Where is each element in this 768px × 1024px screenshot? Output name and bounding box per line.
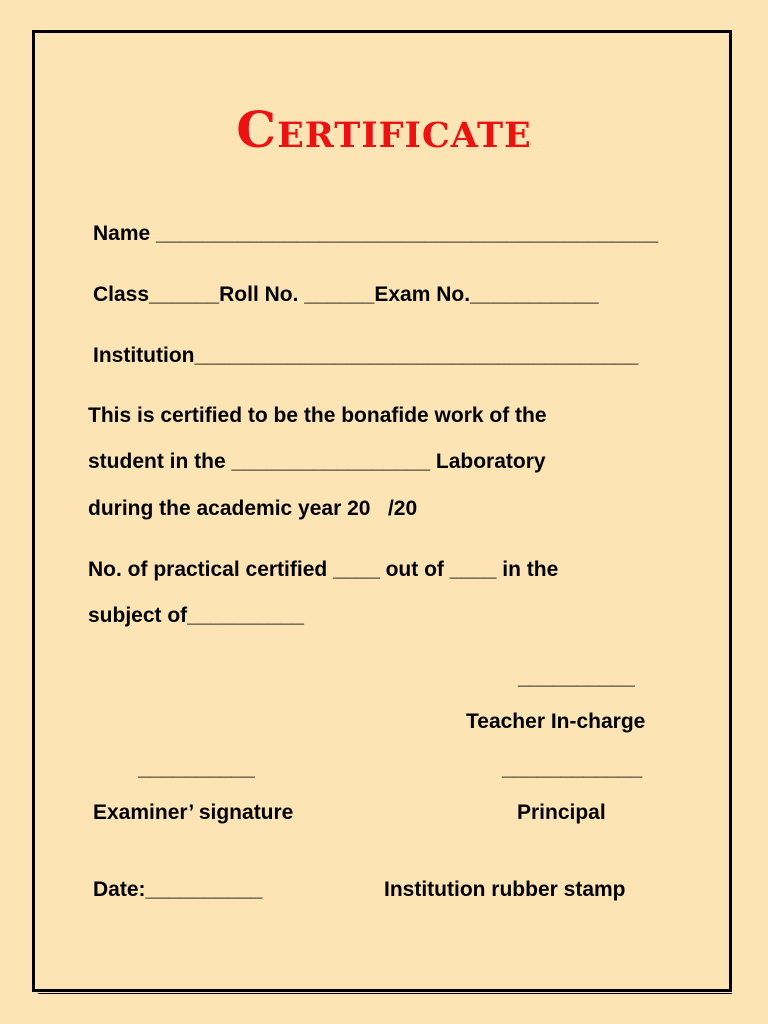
class-roll-exam-field: Class______Roll No. ______Exam No.___________ [93,283,599,306]
certification-text-line-2: student in the _________________ Laboratory [88,450,546,473]
teacher-in-charge-label: Teacher In-charge [466,710,646,733]
date-field: Date:__________ [93,878,263,901]
teacher-signature-line: __________ [518,666,635,689]
certification-text-line-3: during the academic year 20 /20 [88,497,418,520]
name-field: Name ___________________________________________ [93,222,659,245]
examiner-signature-label: Examiner’ signature [93,801,294,824]
principal-label: Principal [517,801,606,824]
certificate-title: Certificate [236,100,532,159]
institution-field: Institution______________________________________ [93,344,639,367]
examiner-signature-line: __________ [138,757,255,780]
border-underline [38,993,732,994]
subject-line: subject of__________ [88,604,304,627]
rubber-stamp-label: Institution rubber stamp [384,878,626,901]
certification-text-line-1: This is certified to be the bonafide work of the [88,404,547,427]
practical-count-line: No. of practical certified ____ out of ____ in the [88,558,559,581]
principal-signature-line: ____________ [502,757,643,780]
